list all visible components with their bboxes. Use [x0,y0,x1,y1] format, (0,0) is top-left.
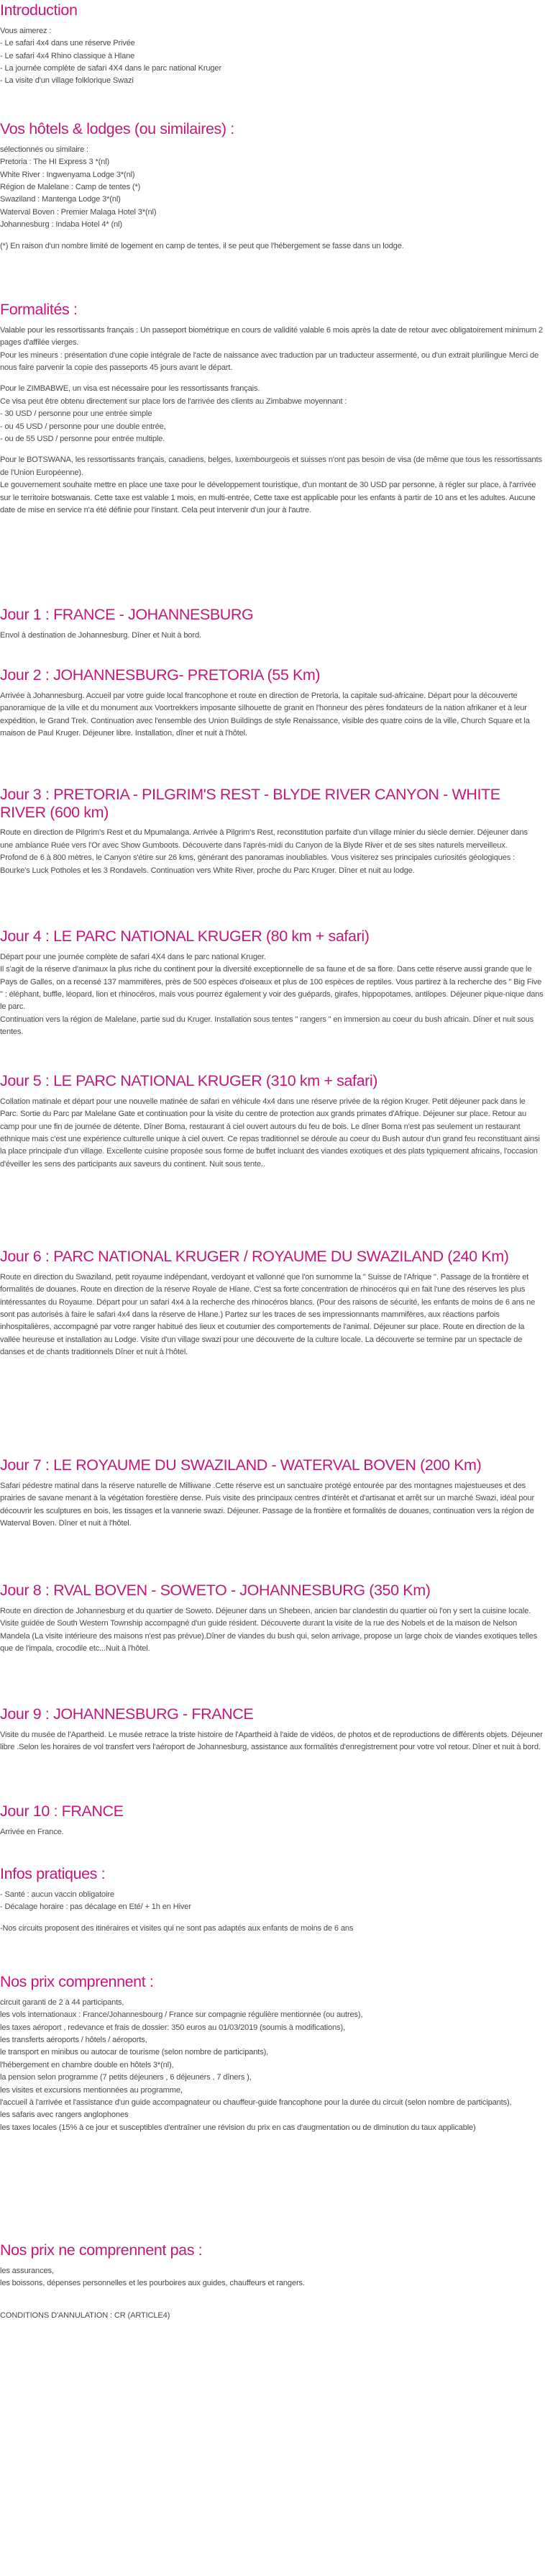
section-prix-ne-comprennent-pas [0,2241,545,2290]
section-hotels [0,120,545,253]
section-title: Jour 6 : PARC NATIONAL KRUGER / ROYAUME DU SWAZILAND (240 Km) [0,1248,509,1265]
section-title: Jour 8 : RVAL BOVEN - SOWETO - JOHANNESBURG (350 Km) [0,1582,431,1599]
section-text: Départ pour une journée complète de safari 4X4 dans le parc national Kruger. Il s'agit de la réserve d'animaux la plus riche du continent pour la diversité exceptionnelle de sa faune et de sa flore. Dans cette réserve aussi grande que le Pays de Galles, on a recensé 137 mammifères, près de 500 espèces d'oiseaux et plus de 100 espèces de reptiles. Vous partirez à la recherche des " Big Five " : éléphant, buffle, léopard, lion et rhinocéros, mais vous pourrez également y voir des guépards, girafes, hippopotames, antilopes. Déjeuner pique-nique dans le parc. Continuation vers la région de Malelane, partie sud du Kruger. Installation sous tentes " rangers " en immersion au coeur du bush africain. Dîner et nuit sous tentes. [0,952,544,1037]
section-jour-4 [0,928,545,1039]
section-text: Route en direction de Pilgrim's Rest et du Mpumalanga. Arrivée à Pilgrim's Rest, reconstitution parfaite d'un village minier du siècle dernier. Déjeuner dans une ambiance Ruée vers l'Or avec Show Gumboots. Découverte dans l'après-midi du Canyon de la Blyde River et de ses sites naturels merveilleux. Profond de 6 à 800 mètres, le Canyon s'étire sur 26 kms, générant des panoramas inoubliables. Vous visiterez ses principales curiosités géologiques : Bourke's Luck Potholes et les 3 Rondavels. Continuation vers White River, proche du Parc Kruger. Dîner et nuit au lodge. [0,828,528,875]
section-jour-6 [0,1248,545,1359]
section-text: Route en direction du Swaziland, petit royaume indépendant, verdoyant et vallonné que l'on surnomme la " Suisse de l'Afrique ". Passage de la frontière et formalités de douanes. Route en direction de la réserve Royale de Hlane. C'est sa forte concentration de rhinocéros qui en fait l'une des réserves les plus intéressantes du Royaume. Départ pour un safari 4x4 à la recherche des rhinocéros blancs. (Pour des raisons de sécurité, les enfants de moins de 6 ans ne sont pas autorisés à faire le safari 4x4 dans la réserve de Hlane.) Partez sur les traces de ses impressionnants mammifères, aux réactions parfois inhospitalières, accompagné par votre ranger habitué des lieux et coutumier des comportements de l'animal. Déjeuner sur place. Route en direction de la vallée heureuse et installation au Lodge. Visite d'un village swazi pour une découverte de la culture locale. La découverte se termine par un spectacle de danses et de chants traditionnels Dîner et nuit à l'hôtel. [0,1272,536,1357]
section-text: Pour le BOTSWANA, les ressortissants français, canadiens, belges, luxembourgeois et suisses n'ont pas besoin de visa (de même que tous les ressortissants de l'Union Européenne). Le gouvernement souhaite mettre en place une taxe pour le développement touristique, d'un montant de 30 USD par personne, à régler sur place, à l'arrivée sur le territoire botswanais. Cette taxe est valable 1 mois, en multi-entrée, Cette taxe est applicable pour les enfants à partir de 10 ans et les adultes. Aucune date de mise en service n'a été définie pour l'instant. Cela peut intervenir d'un jour à l'autre. [0,455,542,514]
section-title: Jour 4 : LE PARC NATIONAL KRUGER (80 km + safari) [0,928,370,945]
section-prix-comprennent [0,1973,545,2134]
section-text: Envol à destination de Johannesburg. Dîner et Nuit à bord. [0,630,201,640]
section-title: Jour 9 : JOHANNESBURG - FRANCE [0,1705,254,1723]
section-title: Vos hôtels & lodges (ou similaires) : [0,120,234,137]
section-formalites [0,301,545,517]
section-title: Nos prix ne comprennent pas : [0,2241,203,2259]
section-text: Vous aimerez : - Le safari 4x4 dans une réserve Privée - Le safari 4x4 Rhino classique à Hlane - La journée complète de safari 4X4 dans le parc national Kruger - La visite d'un village folklorique Swazi [0,26,221,86]
section-text: - Santé : aucun vaccin obligatoire - Décalage horaire : pas décalage en Eté/ + 1h en Hiver [0,1890,191,1912]
section-title: Nos prix comprennent : [0,1973,154,1990]
section-title: Jour 1 : FRANCE - JOHANNESBURG [0,606,254,623]
section-jour-9 [0,1705,545,1754]
section-text: Pour le ZIMBABWE, un visa est nécessaire pour les ressortissants français. Ce visa peut être obtenu directement sur place lors de l'arrivée des clients au Zimbabwe moyennant : - 30 USD / personne pour une entrée simple - ou 45 USD / personne pour une double entrée, - ou de 55 USD / personne pour entrée multiple. [0,384,347,443]
section-text: Route en direction de Johannesburg et du quartier de Soweto. Déjeuner dans un Shebeen, ancien bar clandestin du quartier où l'on y sert la cuisine locale. Visite guidée de South Western Township accompagné d'un guide résident. Découverte durant la visite de la rue des Nobels et de la maison de Nelson Mandela (La visite intérieure des maisons n'est pas prévue).Dîner de viandes du bush qui, selon arrivage, propose un large choix de viandes exotiques telles que de l'impala, crocodile etc...Nuit à l'hôtel. [0,1606,538,1653]
section-jour-7 [0,1456,545,1530]
cancellation-conditions: CONDITIONS D'ANNULATION : CR (ARTICLE4) [0,2311,170,2320]
section-title: Introduction [0,1,78,19]
section-jour-5 [0,1072,545,1171]
section-jour-3 [0,786,532,877]
section-text: circuit garanti de 2 à 44 participants, les vols internationaux : France/Johannesbourg / France sur compagnie régulière mentionnée (ou autres), les taxes aéroport , redevance et frais de dossier: 350 euros au 01/03/2019 (soumis à modifications), les transferts aéroports / hôtels / aéroports, le transport en minibus ou autocar de tourisme (selon nombre de participants), l'hébergement en chambre double en hôtels 3*(nl), la pension selon programme (7 petits déjeuners , 6 déjeuners , 7 dîners ), les visites et excursions mentionnées au programme, l'accueil à l'arrivée et l'assistance d'un guide accompagnateur ou chauffeur-guide francophone pour la durée du circuit (selon nombre de participants), les safaris avec rangers anglophones les taxes locales (15% à ce jour et susceptibles d'entraîner une révision du prix en cas d'augmentation ou de diminution du taux applicable) [0,1997,512,2132]
section-title: Jour 3 : PRETORIA - PILGRIM'S REST - BLYDE RIVER CANYON - WHITE RIVER (600 km) [0,786,500,821]
section-title: Formalités : [0,301,78,318]
section-jour-2 [0,666,545,740]
section-text: Visite du musée de l'Apartheid. Le musée retrace la triste histoire de l'Apartheid à l'aide de vidéos, de photos et de reproductions de différents objets. Déjeuner libre .Selon les horaires de vol transfert vers l'aéroport de Johannesburg, assistance aux formalités d'enregistrement pour votre vol retour. Dîner et nuit à bord. [0,1730,543,1752]
section-text: Valable pour les ressortissants français : Un passeport biométrique en cours de validité valable 6 mois après la date de retour avec obligatoirement minimum 2 pages d'affilée vierges. Pour les mineurs : présentation d'une copie intégrale de l'acte de naissance avec traduction par un traducteur assermenté, ou d'un extrait plurilingue Merci de nous faire parvenir la copie des passeports 45 jours avant le départ. [0,325,543,372]
section-text: Arrivée en France. [0,1827,64,1836]
section-jour-8 [0,1582,545,1655]
section-introduction [0,1,545,88]
section-text: -Nos circuits proposent des itinéraires et visites qui ne sont pas adaptés aux enfants de moins de 6 ans [0,1923,354,1933]
section-title: Jour 2 : JOHANNESBURG- PRETORIA (55 Km) [0,666,321,684]
section-text: les assurances, les boissons, dépenses personnelles et les pourboires aux guides, chauffeurs et rangers. [0,2266,305,2288]
section-text: Collation matinale et départ pour une nouvelle matinée de safari en véhicule 4x4 dans une réserve privée de la région Kruger. Petit déjeuner pack dans le Parc. Sortie du Parc par Malelane Gate et continuation pour la visite du centre de protection aux grands primates d'Afrique. Déjeuner sur place. Retour au camp pour une fin de journée de détente. Dîner Boma, restaurant à ciel ouvert autours du feu de bois. Le dîner Boma n'est pas seulement un restaurant ethnique mais c'est une expérience culturelle unique à ciel ouvert. Ce repas traditionnel se déroule au coeur du Bush autour d'un grand feu reconstituant ainsi la place principale d'un village. Excellente cuisine proposée sous forme de buffet incluant des viandes exotiques et des plats typiquement africains, l'occasion d'éveiller les sens des participants aux saveurs du continent. Nuit sous tente.. [0,1097,540,1169]
section-text: Safari pédestre matinal dans la réserve naturelle de Milliwane .Cette réserve est un sanctuaire protégé entourée par des montagnes majestueuses et des prairies de savane menant à la végétation forestière dense. Puis visite des principaux centres d'intérêt et d'artisanat et arrêt sur un marché Swazi, idéal pour découvrir les sculptures en bois, les tissages et la vannerie swazi. Déjeuner. Passage de la frontière et formalités de douanes, continuation vers la région de Waterval Boven. Dîner et nuit à l'hôtel. [0,1481,535,1528]
section-text: Arrivée à Johannesburg. Accueil par votre guide local francophone et route en direction de Pretoria, la capitale sud-africaine. Départ pour la découverte panoramique de la ville et du monument aux Voortrekkers imposante silhouette de granit en l'honneur des pères fondateurs de la nation afrikaner et à leur expédition, le Grand Trek. Continuation avec l'ensemble des Union Buildings de style Renaissance, visible des quatre coins de la ville, Church Square et la maison de Paul Kruger. Déjeuner libre. Installation, dîner et nuit à l'hôtel. [0,691,530,738]
section-jour-10 [0,1802,545,1838]
section-jour-1 [0,606,545,642]
section-title: Jour 10 : FRANCE [0,1802,124,1820]
section-infos-pratiques [0,1865,545,1935]
section-title: Infos pratiques : [0,1865,106,1882]
section-text: (*) En raison d'un nombre limité de logement en camp de tentes, il se peut que l'hébergement se fasse dans un lodge. [0,241,404,250]
section-title: Jour 5 : LE PARC NATIONAL KRUGER (310 km + safari) [0,1072,378,1089]
section-conditions [0,2310,545,2322]
section-text: sélectionnés ou similaire : Pretoria : The HI Express 3 *(nl) White River : Ingwenyama Lodge 3*(nl) Région de Malelane : Camp de tentes (*) Swaziland : Mantenga Lodge 3*(nl) Waterval Boven : Premier Malaga Hotel 3*(nl) Johannesburg : Indaba Hotel 4* (nl) [0,145,157,230]
section-title: Jour 7 : LE ROYAUME DU SWAZILAND - WATERVAL BOVEN (200 Km) [0,1456,482,1474]
